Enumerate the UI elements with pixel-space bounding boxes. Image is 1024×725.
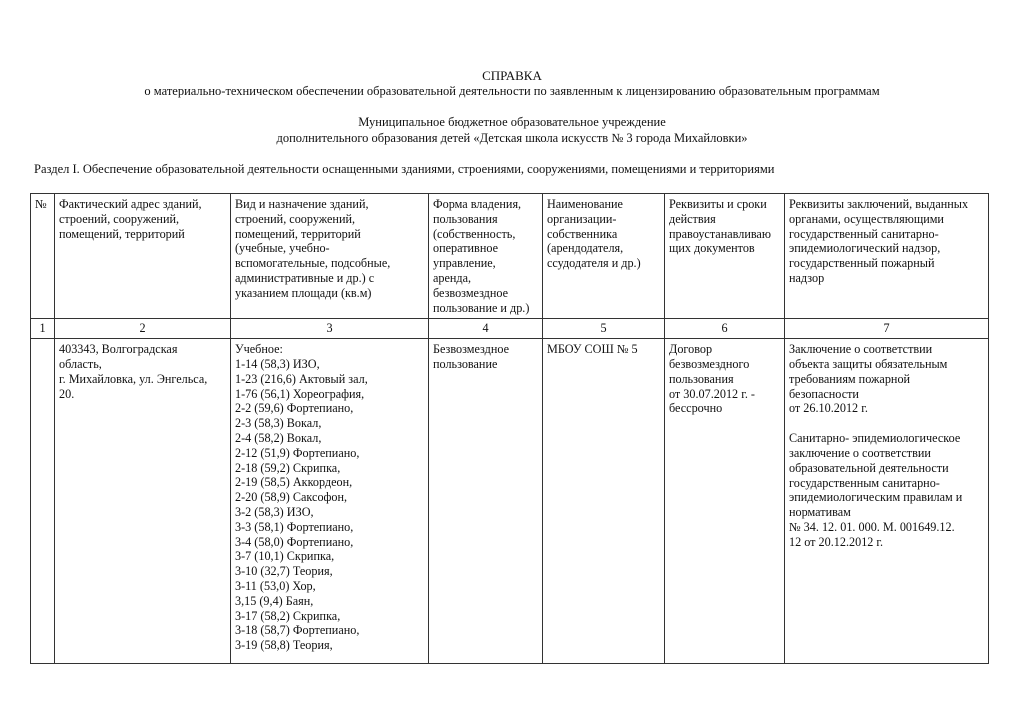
column-number: 1: [31, 319, 55, 339]
header-cell-purpose: [231, 194, 429, 319]
owner-cell: [543, 339, 665, 664]
header-cell-address: [55, 194, 231, 319]
text-line: заключение о соответствии: [789, 445, 931, 460]
text-line: безопасности: [789, 386, 859, 401]
facilities-table: [30, 193, 989, 664]
text-line: 2-3 (58,3) Вокал,: [235, 416, 322, 431]
column-number: 5: [543, 319, 665, 339]
text-line: Наименование: [547, 197, 623, 211]
text-line: 403343, Волгоградская: [59, 342, 178, 357]
header-cell-number: [31, 194, 55, 319]
text-line: собственника: [547, 226, 618, 241]
text-line: МБОУ СОШ № 5: [547, 342, 638, 357]
text-line: Реквизиты и сроки: [669, 197, 767, 211]
purpose-cell: [231, 339, 429, 664]
text-line: пользования: [669, 371, 734, 386]
text-line: Учебное:: [235, 342, 283, 357]
column-number: 2: [55, 319, 231, 339]
text-line: пользование и др.): [433, 300, 530, 315]
text-line: г. Михайловка, ул. Энгельса,: [59, 371, 208, 386]
fire-safety-conclusion: [789, 342, 984, 416]
text-line: помещений, территорий: [235, 226, 361, 241]
text-line: Заключение о соответствии: [789, 342, 933, 357]
text-line: 1-14 (58,3) ИЗО,: [235, 356, 320, 371]
text-line: административные и др.) с: [235, 270, 375, 285]
text-line: объекта защиты обязательным: [789, 356, 948, 371]
organization-line-1: Муниципальное бюджетное образовательное учреждение: [358, 115, 666, 129]
sanitary-conclusion: [789, 431, 984, 549]
text-line: строений, сооружений,: [59, 211, 180, 226]
column-number: 7: [785, 319, 989, 339]
table-header-row: [31, 194, 989, 319]
table-row: [31, 339, 989, 664]
text-line: эпидемиологический надзор,: [789, 241, 941, 256]
text-line: действия: [669, 211, 716, 226]
text-line: 1-23 (216,6) Актовый зал,: [235, 371, 368, 386]
text-line: №: [35, 197, 47, 211]
text-line: эпидемиологическим правилам и: [789, 490, 963, 505]
ownership-cell: [429, 339, 543, 664]
text-line: 3,15 (9,4) Баян,: [235, 593, 314, 608]
text-line: ссудодателя и др.): [547, 256, 641, 271]
text-line: организации-: [547, 211, 617, 226]
text-line: Форма владения,: [433, 197, 522, 211]
text-line: 3-10 (32,7) Теория,: [235, 564, 333, 579]
header-cell-documents: [665, 194, 785, 319]
text-line: 1-76 (56,1) Хореография,: [235, 386, 365, 401]
text-line: органами, осуществляющими: [789, 211, 944, 226]
column-number: 4: [429, 319, 543, 339]
text-line: 12 от 20.12.2012 г.: [789, 534, 884, 549]
text-line: (арендодателя,: [547, 241, 624, 256]
text-line: Фактический адрес зданий,: [59, 197, 202, 211]
text-line: 2-4 (58,2) Вокал,: [235, 430, 322, 445]
text-line: 2-20 (58,9) Саксофон,: [235, 490, 348, 505]
header-cell-owner: [543, 194, 665, 319]
text-line: бессрочно: [669, 401, 723, 416]
header-cell-ownership: [429, 194, 543, 319]
text-line: образовательной деятельности: [789, 460, 949, 475]
text-line: государственным санитарно-: [789, 475, 940, 490]
column-number-row: [31, 319, 989, 339]
column-number: 3: [231, 319, 429, 339]
section-title: Раздел I. Обеспечение образовательной деятельности оснащенными зданиями, строениями, сооружениями, помещениями и территориями: [34, 162, 775, 176]
text-line: 3-2 (58,3) ИЗО,: [235, 504, 314, 519]
address-cell: [55, 339, 231, 664]
text-line: правоустанавливаю: [669, 226, 771, 241]
text-line: надзор: [789, 270, 825, 285]
text-line: строений, сооружений,: [235, 211, 356, 226]
documents-cell: [665, 339, 785, 664]
text-line: пользование: [433, 356, 498, 371]
text-line: (собственность,: [433, 226, 516, 241]
text-line: государственный пожарный: [789, 256, 935, 271]
organization-line-2: дополнительного образования детей «Детская школа искусств № 3 города Михайловки»: [276, 131, 748, 145]
text-line: нормативам: [789, 505, 851, 520]
text-line: область,: [59, 356, 102, 371]
document-subtitle: о материально-техническом обеспечении образовательной деятельности по заявленным к лицензированию образовательным программам: [144, 84, 880, 98]
row-number-cell: [31, 339, 55, 664]
text-line: (учебные, учебно-: [235, 241, 330, 256]
text-line: безвозмездное: [433, 285, 509, 300]
header-cell-conclusions: [785, 194, 989, 319]
text-line: 2-12 (51,9) Фортепиано,: [235, 445, 360, 460]
text-line: 2-2 (59,6) Фортепиано,: [235, 401, 354, 416]
text-line: Санитарно- эпидемиологическое: [789, 431, 961, 446]
text-line: 3-19 (58,8) Теория,: [235, 638, 333, 653]
text-line: 2-19 (58,5) Аккордеон,: [235, 475, 353, 490]
text-line: от 26.10.2012 г.: [789, 401, 868, 416]
text-line: вспомогательные, подсобные,: [235, 256, 391, 271]
text-line: безвозмездного: [669, 356, 750, 371]
text-line: аренда,: [433, 270, 472, 285]
text-line: 3-7 (10,1) Скрипка,: [235, 549, 335, 564]
text-line: Безвозмездное: [433, 342, 510, 357]
text-line: 3-17 (58,2) Скрипка,: [235, 608, 341, 623]
text-line: государственный санитарно-: [789, 226, 939, 241]
text-line: № 34. 12. 01. 000. М. 001649.12.: [789, 519, 955, 534]
text-line: щих документов: [669, 241, 755, 256]
text-line: оперативное: [433, 241, 498, 256]
text-line: Вид и назначение зданий,: [235, 197, 369, 211]
document-title: СПРАВКА: [482, 68, 542, 83]
text-line: требованиям пожарной: [789, 371, 911, 386]
text-line: 2-18 (59,2) Скрипка,: [235, 460, 341, 475]
text-line: 3-18 (58,7) Фортепиано,: [235, 623, 360, 638]
text-line: 3-4 (58,0) Фортепиано,: [235, 534, 354, 549]
text-line: 3-11 (53,0) Хор,: [235, 578, 316, 593]
column-number: 6: [665, 319, 785, 339]
text-line: Реквизиты заключений, выданных: [789, 197, 969, 211]
text-line: 20.: [59, 386, 75, 401]
conclusions-cell: [785, 339, 989, 664]
text-line: от 30.07.2012 г. -: [669, 386, 755, 401]
text-line: Договор: [669, 342, 713, 357]
text-line: пользования: [433, 211, 498, 226]
text-line: 3-3 (58,1) Фортепиано,: [235, 519, 354, 534]
text-line: управление,: [433, 256, 496, 271]
text-line: помещений, территорий: [59, 226, 185, 241]
text-line: указанием площади (кв.м): [235, 285, 372, 300]
